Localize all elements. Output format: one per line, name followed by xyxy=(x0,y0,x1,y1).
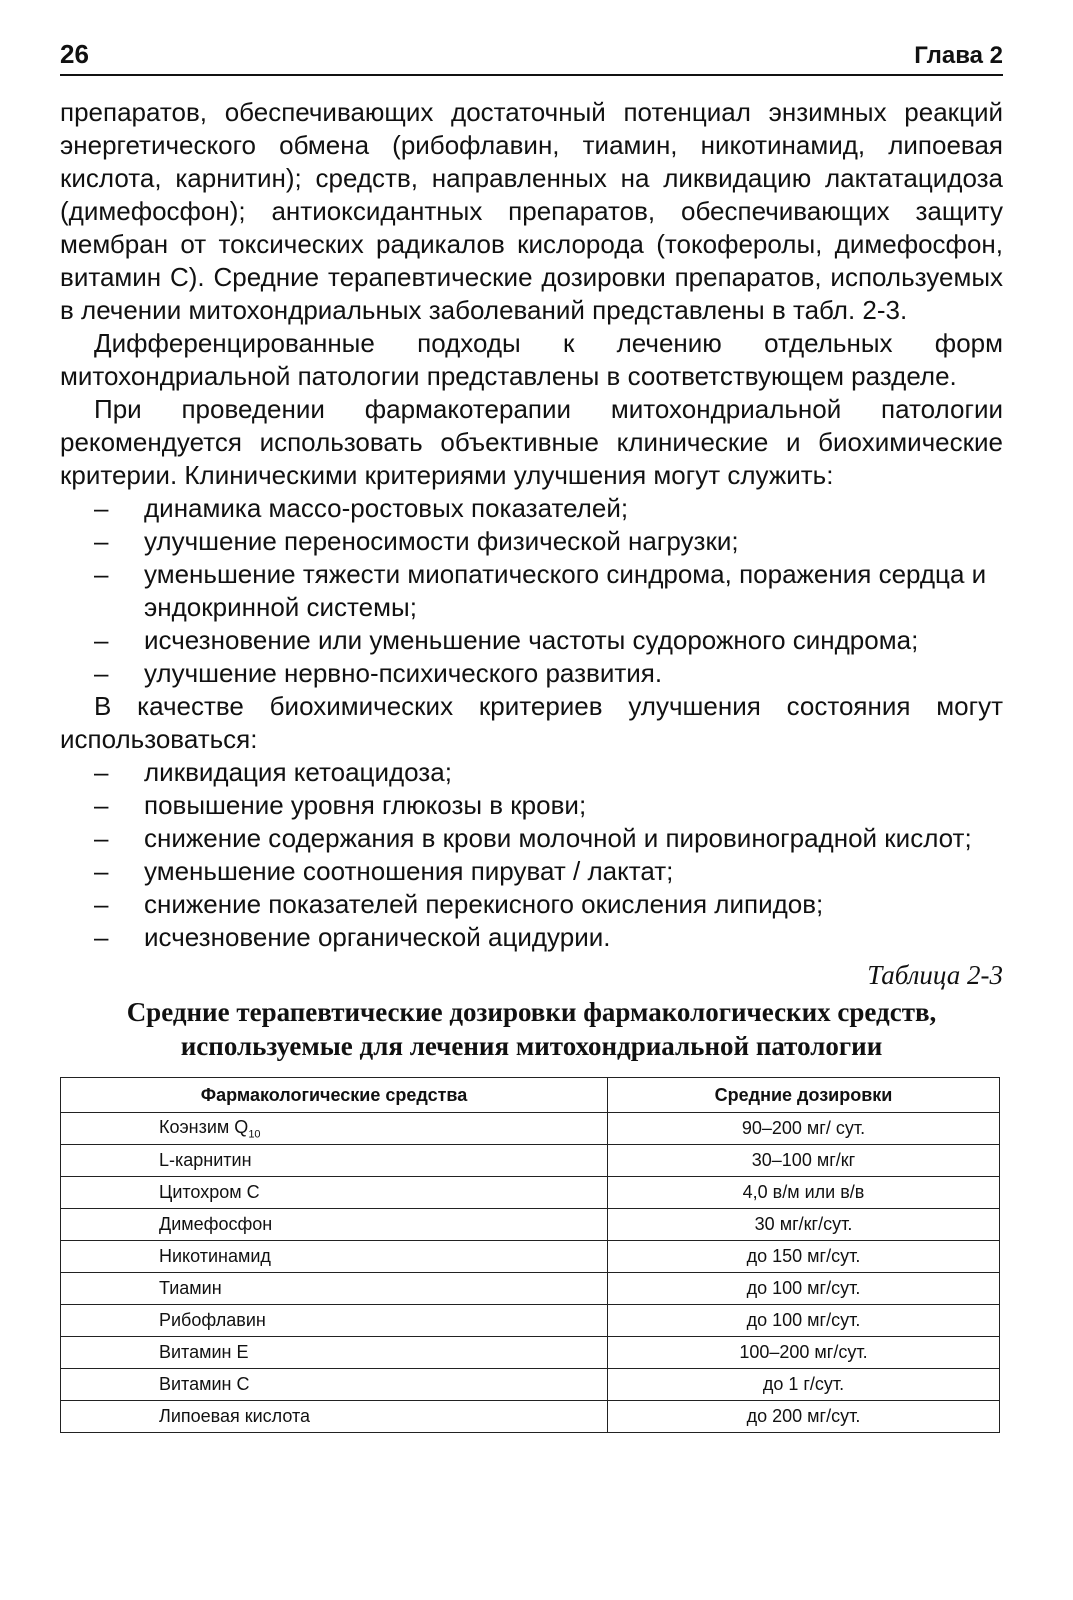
page-header xyxy=(60,30,1003,76)
drug-dose: 30–100 мг/кг xyxy=(608,1145,1000,1177)
table-row xyxy=(61,1113,1000,1145)
dash-marker: – xyxy=(94,559,109,589)
drug-name: Коэнзим $Q_{10}$ xyxy=(61,1113,608,1145)
drug-name: Витамин Е xyxy=(61,1337,608,1369)
list-item: – снижение содержания в крови молочной и пировиноградной кислот; xyxy=(94,823,972,853)
paragraph-3: При проведении фармакотерапии митохондриальной патологии рекомендуется использовать объективные клинические и биохимические критерии. Клиническими критериями улучшения могут служить: xyxy=(60,394,1003,490)
list-item: – улучшение нервно-психического развития. xyxy=(94,658,663,688)
table-row xyxy=(61,1273,1000,1305)
drug-name: Димефосфон xyxy=(61,1209,608,1241)
drug-name: Липоевая кислота xyxy=(61,1401,608,1433)
drug-dose: 100–200 мг/сут. xyxy=(608,1337,1000,1369)
drug-name: Никотинамид xyxy=(61,1241,608,1273)
table-row xyxy=(61,1241,1000,1273)
table-row xyxy=(61,1337,1000,1369)
drug-dose: до 100 мг/сут. xyxy=(608,1273,1000,1305)
drug-name: L-карнитин xyxy=(61,1145,608,1177)
drug-dose: до 1 г/сут. xyxy=(608,1369,1000,1401)
list-item: – исчезновение органической ацидурии. xyxy=(94,922,611,952)
table-row xyxy=(61,1177,1000,1209)
table-row xyxy=(61,1209,1000,1241)
drug-name: Рибофлавин xyxy=(61,1305,608,1337)
table-label: Таблица 2-3 xyxy=(867,960,1003,990)
table-row xyxy=(61,1369,1000,1401)
list-item: – исчезновение или уменьшение частоты судорожного синдрома; xyxy=(94,625,919,655)
drug-name: Цитохром С xyxy=(61,1177,608,1209)
list-item: – снижение показателей перекисного окисления липидов; xyxy=(94,889,824,919)
drug-name: Витамин С xyxy=(61,1369,608,1401)
dash-marker: – xyxy=(94,823,109,853)
dash-marker: – xyxy=(94,790,109,820)
table-title-line-2: используемые для лечения митохондриальной патологии xyxy=(180,1031,883,1061)
table-title-line-1: Средние терапевтические дозировки фармакологических средств, xyxy=(126,997,937,1027)
page-number: 26 xyxy=(60,39,89,69)
dash-marker: – xyxy=(94,526,109,556)
list-item: – уменьшение тяжести миопатического синдрома, поражения сердца и эндокринной системы; xyxy=(94,559,987,622)
list-item: – ликвидация кетоацидоза; xyxy=(94,757,452,787)
dash-marker: – xyxy=(94,922,109,952)
body-text xyxy=(60,96,1003,954)
table-row xyxy=(61,1401,1000,1433)
clinical-criteria-list xyxy=(60,492,1003,690)
table-header-row xyxy=(61,1078,1000,1113)
table-title xyxy=(60,995,1003,1063)
drug-dose: 90–200 мг/ сут. xyxy=(608,1113,1000,1145)
biochemical-criteria-list xyxy=(60,756,1003,954)
drug-dose: до 200 мг/сут. xyxy=(608,1401,1000,1433)
dash-marker: – xyxy=(94,856,109,886)
subscript: 10 xyxy=(248,1128,261,1141)
drug-name: Тиамин xyxy=(61,1273,608,1305)
column-header-drug: Фармакологические средства xyxy=(61,1078,608,1113)
paragraph-4: В качестве биохимических критериев улучшения состояния могут использоваться: xyxy=(60,691,1003,754)
book-page xyxy=(60,30,1003,1433)
list-item: – уменьшение соотношения пируват / лактат; xyxy=(94,856,674,886)
chapter-title: Глава 2 xyxy=(914,42,1003,69)
column-header-dose: Средние дозировки xyxy=(608,1078,1000,1113)
table-row xyxy=(61,1305,1000,1337)
dash-marker: – xyxy=(94,493,109,523)
table-row xyxy=(61,1145,1000,1177)
drug-dose: до 150 мг/сут. xyxy=(608,1241,1000,1273)
list-item: – динамика массо-ростовых показателей; xyxy=(94,493,629,523)
paragraph-1: препаратов, обеспечивающих достаточный потенциал энзимных реакций энергетического обмена (рибофлавин, тиамин, никотинамид, липоевая кислота, карнитин); средств, направленных на ликвидацию лактатацидоза (димефосфон); антиоксидантных препаратов, обеспечивающих защиту мембран от токсических радикалов кислорода (токоферолы, димефосфон, витамин С). Средние терапевтические дозировки препаратов, используемых в лечении митохондриальных заболеваний представлены в табл. 2-3. xyxy=(60,97,1003,325)
dash-marker: – xyxy=(94,625,109,655)
dash-marker: – xyxy=(94,658,109,688)
drug-dose: до 100 мг/сут. xyxy=(608,1305,1000,1337)
dash-marker: – xyxy=(94,889,109,919)
list-item: – повышение уровня глюкозы в крови; xyxy=(94,790,587,820)
drug-dose: 30 мг/кг/сут. xyxy=(608,1209,1000,1241)
dosage-table xyxy=(60,1077,1000,1433)
drug-dose: 4,0 в/м или в/в xyxy=(608,1177,1000,1209)
dash-marker: – xyxy=(94,757,109,787)
paragraph-2: Дифференцированные подходы к лечению отдельных форм митохондриальной патологии представлены в соответствующем разделе. xyxy=(60,328,1003,391)
list-item: – улучшение переносимости физической нагрузки; xyxy=(94,526,739,556)
